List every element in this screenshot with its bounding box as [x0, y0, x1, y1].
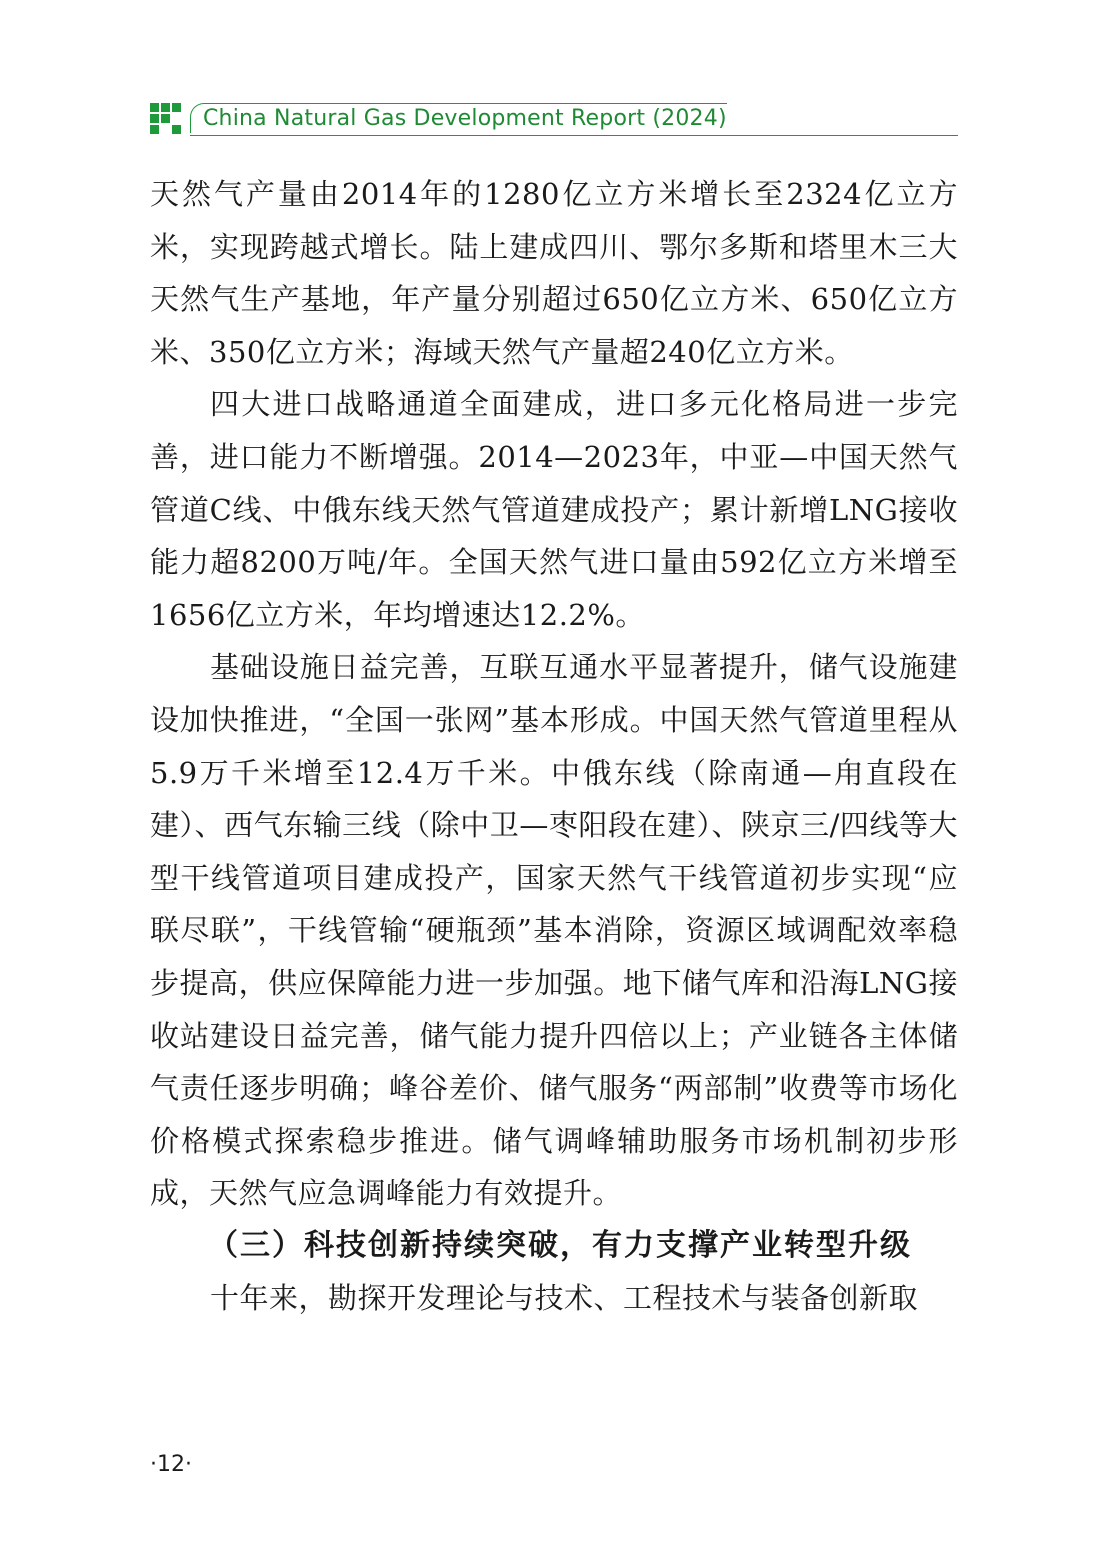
report-logo-icon: [150, 103, 182, 135]
paragraph-production: 天然气产量由2014年的1280亿立方米增长至2324亿立方米，实现跨越式增长。陆上建成四川、鄂尔多斯和塔里木三大天然气生产基地，年产量分别超过650亿立方米、650亿立方米、350亿立方米；海域天然气产量超240亿立方米。: [150, 177, 958, 369]
paragraph-technology: 十年来，勘探开发理论与技术、工程技术与装备创新取: [210, 1281, 919, 1316]
paragraph-imports: 四大进口战略通道全面建成，进口多元化格局进一步完善，进口能力不断增强。2014—2023年，中亚—中国天然气管道C线、中俄东线天然气管道建成投产；累计新增LNG接收能力超8200万吨/年。全国天然气进口量由592亿立方米增至1656亿立方米，年均增速达12.2%。: [150, 387, 958, 632]
page-body: [150, 168, 958, 1325]
page-number: ·12·: [150, 1452, 192, 1477]
running-header: [150, 103, 958, 137]
paragraph-infrastructure: 基础设施日益完善，互联互通水平显著提升，储气设施建设加快推进，“全国一张网”基本形成。中国天然气管道里程从5.9万千米增至12.4万千米。中俄东线（除南通—甪直段在建）、西气东输三线（除中卫—枣阳段在建）、陕京三/四线等大型干线管道项目建成投产，国家天然气干线管道初步实现“应联尽联”，干线管输“硬瓶颈”基本消除，资源区域调配效率稳步提高，供应保障能力进一步加强。地下储气库和沿海LNG接收站建设日益完善，储气能力提升四倍以上；产业链各主体储气责任逐步明确；峰谷差价、储气服务“两部制”收费等市场化价格模式探索稳步推进。储气调峰辅助服务市场机制初步形成，天然气应急调峰能力有效提升。: [150, 650, 958, 1211]
header-rule: [190, 135, 958, 136]
header-title-frame: [190, 103, 727, 133]
header-title: China Natural Gas Development Report (2024): [203, 106, 727, 131]
section-heading: （三）科技创新持续突破，有力支撑产业转型升级: [208, 1227, 912, 1263]
